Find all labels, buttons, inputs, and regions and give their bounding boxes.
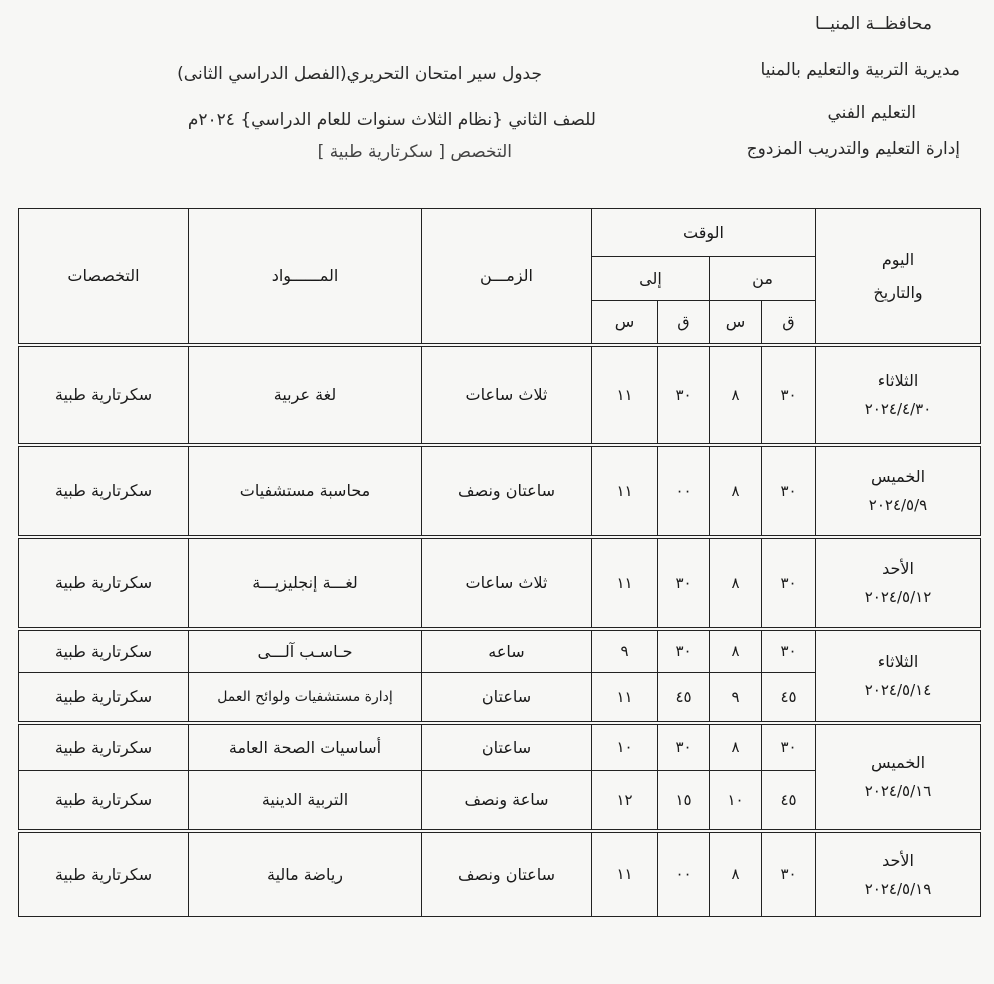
specialty-line: التخصص [ سكرتارية طبية ]	[317, 142, 512, 162]
specialty-cell: سكرتارية طبية	[19, 723, 189, 771]
from-minutes: ٤٥	[762, 771, 816, 831]
subject-cell: أساسيات الصحة العامة	[189, 723, 422, 771]
to-hours: ١٢	[592, 771, 658, 831]
day-name: الخميس	[870, 467, 926, 486]
to-hours: ٩	[592, 629, 658, 673]
time-header: الوقت	[592, 209, 816, 257]
duration-cell: ثلاث ساعات	[422, 537, 592, 629]
from-minutes-header: ق	[762, 301, 816, 345]
governorate-label: محافظــة المنيــا	[815, 14, 932, 34]
day-date-cell	[816, 537, 981, 629]
exam-date: ٢٠٢٤/٥/٩	[868, 496, 928, 514]
duration-header: الزمـــن	[422, 209, 592, 345]
specialty-cell: سكرتارية طبية	[19, 771, 189, 831]
exam-date: ٢٠٢٤/٥/١٢	[864, 588, 932, 606]
from-hours: ٩	[710, 673, 762, 723]
from-hours-header: س	[710, 301, 762, 345]
table-row	[19, 445, 981, 537]
technical-education-label: التعليم الفني	[827, 103, 916, 123]
from-hours: ٨	[710, 445, 762, 537]
exam-date: ٢٠٢٤/٥/١٩	[864, 879, 932, 898]
from-hours: ٨	[710, 831, 762, 917]
from-hours: ١٠	[710, 771, 762, 831]
day-date-header: اليوم والتاريخ	[816, 209, 981, 345]
to-minutes: ٣٠	[658, 345, 710, 445]
to-hours: ١١	[592, 445, 658, 537]
to-minutes-header: ق	[658, 301, 710, 345]
subject-cell: رياضة مالية	[189, 831, 422, 917]
to-minutes: ٤٥	[658, 673, 710, 723]
specialty-cell: سكرتارية طبية	[19, 629, 189, 673]
table-row	[19, 537, 981, 629]
to-hours: ١١	[592, 345, 658, 445]
subject-cell: لغة عربية	[189, 345, 422, 445]
table-row	[19, 345, 981, 445]
day-date-cell	[816, 445, 981, 537]
table-row	[19, 629, 981, 673]
subject-cell: محاسبة مستشفيات	[189, 445, 422, 537]
day-name: الأحد	[882, 850, 914, 870]
from-minutes: ٣٠	[762, 723, 816, 771]
day-name: الثلاثاء	[877, 652, 919, 671]
specialty-cell: سكرتارية طبية	[19, 445, 189, 537]
exam-date: ٢٠٢٤/٥/١٦	[864, 782, 932, 800]
duration-cell: ساعتان ونصف	[422, 831, 592, 917]
from-hours: ٨	[710, 345, 762, 445]
specialty-cell: سكرتارية طبية	[19, 537, 189, 629]
subjects-header: المــــــواد	[189, 209, 422, 345]
duration-cell: ثلاث ساعات	[422, 345, 592, 445]
specialties-header: التخصصات	[19, 209, 189, 345]
to-minutes: ٠٠	[658, 831, 710, 917]
day-date-cell	[816, 723, 981, 831]
dual-education-label: إدارة التعليم والتدريب المزدوج	[746, 139, 960, 159]
directorate-label: مديرية التربية والتعليم بالمنيا	[760, 60, 960, 80]
to-minutes: ١٥	[658, 771, 710, 831]
from-hours: ٨	[710, 537, 762, 629]
to-minutes: ٠٠	[658, 445, 710, 537]
specialty-cell: سكرتارية طبية	[19, 345, 189, 445]
subject-cell: لغـــة إنجليزيـــة	[189, 537, 422, 629]
duration-cell: ساعتان	[422, 673, 592, 723]
to-hours: ١١	[592, 831, 658, 917]
to-header: إلى	[592, 257, 710, 301]
day-name: الخميس	[870, 753, 926, 772]
from-minutes: ٤٥	[762, 673, 816, 723]
grade-line: للصف الثاني {نظام الثلاث سنوات للعام الدراسي} ٢٠٢٤م	[187, 110, 596, 130]
duration-cell: ساعه	[422, 629, 592, 673]
from-hours: ٨	[710, 723, 762, 771]
duration-cell: ساعتان ونصف	[422, 445, 592, 537]
table-body	[19, 345, 981, 917]
subject-cell: إدارة مستشفيات ولوائح العمل	[189, 673, 422, 723]
day-date-cell	[816, 629, 981, 723]
from-minutes: ٣٠	[762, 345, 816, 445]
from-minutes: ٣٠	[762, 537, 816, 629]
to-hours: ١١	[592, 673, 658, 723]
from-hours: ٨	[710, 629, 762, 673]
to-hours: ١٠	[592, 723, 658, 771]
to-minutes: ٣٠	[658, 629, 710, 673]
exam-date: ٢٠٢٤/٥/١٤	[864, 681, 932, 699]
from-header: من	[710, 257, 816, 301]
from-minutes: ٣٠	[762, 629, 816, 673]
from-minutes: ٣٠	[762, 831, 816, 917]
specialty-cell: سكرتارية طبية	[19, 673, 189, 723]
day-name: الثلاثاء	[877, 371, 919, 390]
subject-cell: التربية الدينية	[189, 771, 422, 831]
from-minutes: ٣٠	[762, 445, 816, 537]
duration-cell: ساعتان	[422, 723, 592, 771]
exam-date: ٢٠٢٤/٤/٣٠	[864, 400, 932, 418]
table-row	[19, 723, 981, 771]
schedule-title: جدول سير امتحان التحريري(الفصل الدراسي الثانى)	[177, 64, 542, 84]
duration-cell: ساعة ونصف	[422, 771, 592, 831]
day-name: الأحد	[882, 559, 914, 578]
to-minutes: ٣٠	[658, 537, 710, 629]
table-row	[19, 831, 981, 917]
table-header	[19, 209, 981, 345]
day-date-cell	[816, 831, 981, 917]
exam-schedule-table	[18, 208, 981, 917]
specialty-cell: سكرتارية طبية	[19, 831, 189, 917]
to-hours-header: س	[592, 301, 658, 345]
day-date-cell	[816, 345, 981, 445]
subject-cell: حـاسـب آلـــى	[189, 629, 422, 673]
to-hours: ١١	[592, 537, 658, 629]
to-minutes: ٣٠	[658, 723, 710, 771]
